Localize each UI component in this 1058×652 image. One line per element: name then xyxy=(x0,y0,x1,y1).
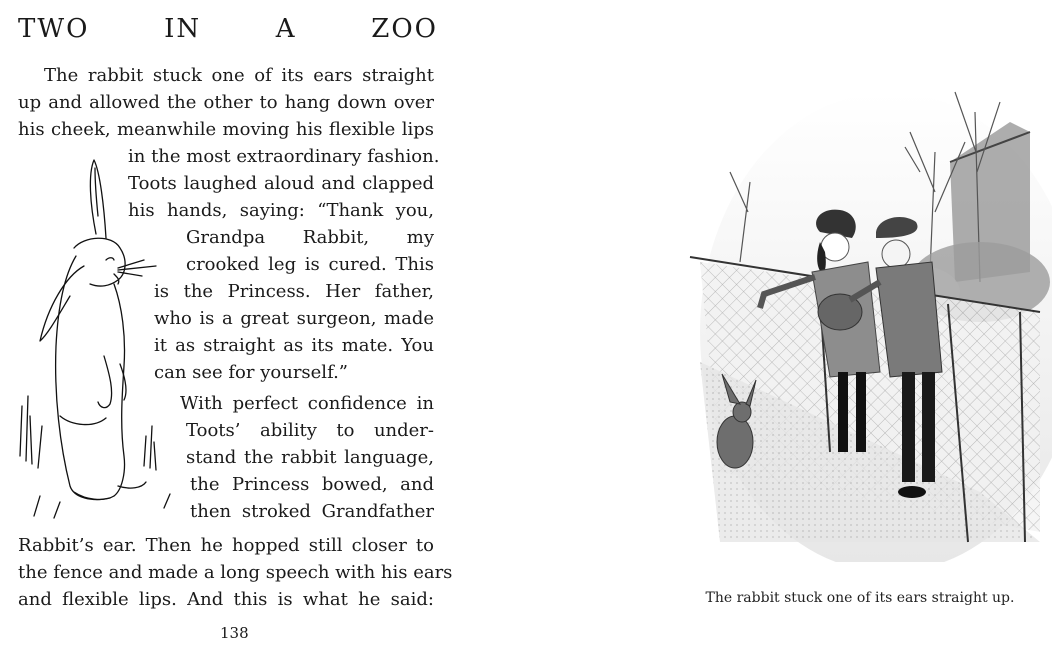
text-line: Rabbit’s ear. Then he hopped still closer to xyxy=(18,535,434,556)
text-line: can see for yourself.” xyxy=(154,362,349,383)
text-line: his hands, saying: “Thank you, xyxy=(128,200,434,221)
left-page xyxy=(0,0,453,652)
text-line: Toots laughed aloud and clapped xyxy=(128,173,434,194)
text-line: the fence and made a long speech with his ears xyxy=(18,562,453,583)
text-line: the Princess bowed, and xyxy=(190,474,434,495)
text-line: The rabbit stuck one of its ears straight xyxy=(44,65,434,86)
text-line: crooked leg is cured. This xyxy=(186,254,434,275)
text-line: and flexible lips. And this is what he said: xyxy=(18,589,434,610)
text-line: it as straight as its mate. You xyxy=(154,335,434,356)
page-number: 138 xyxy=(220,624,249,642)
text-line: Grandpa Rabbit, my xyxy=(186,227,434,248)
text-line: in the most extraordinary fashion. xyxy=(128,146,440,167)
running-head xyxy=(18,14,438,44)
text-line: is the Princess. Her father, xyxy=(154,281,434,302)
running-head-word-4: ZOO xyxy=(371,14,438,44)
plate-caption: The rabbit stuck one of its ears straight up. xyxy=(705,590,1015,606)
text-line: stand the rabbit language, xyxy=(186,447,434,468)
running-head-word-1: TWO xyxy=(18,14,90,44)
plate-illustration xyxy=(680,72,1052,562)
text-line: Toots’ ability to under- xyxy=(186,420,434,441)
running-head-word-3: A xyxy=(275,14,297,44)
text-line: his cheek, meanwhile moving his flexible lips xyxy=(18,119,434,140)
text-line: who is a great surgeon, made xyxy=(154,308,434,329)
text-line: then stroked Grandfather xyxy=(190,501,434,522)
text-line: With perfect confidence in xyxy=(180,393,434,414)
running-head-word-2: IN xyxy=(164,14,202,44)
text-line: up and allowed the other to hang down over xyxy=(18,92,434,113)
